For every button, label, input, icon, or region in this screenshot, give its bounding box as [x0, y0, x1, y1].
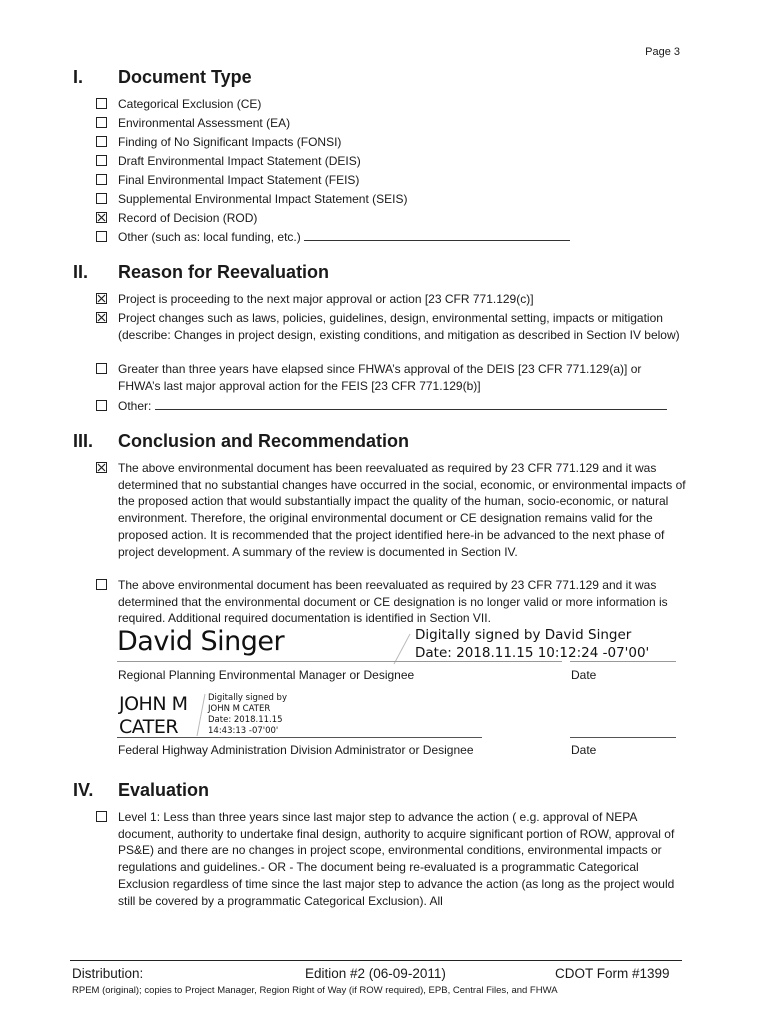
other-blank-line[interactable]: [155, 398, 667, 410]
section-numeral: IV.: [73, 780, 94, 800]
checkbox[interactable]: [96, 117, 107, 128]
section-title: Evaluation: [118, 780, 210, 800]
signer-role: Regional Planning Environmental Manager or Designee: [118, 668, 415, 682]
date-label: Date: [571, 668, 597, 682]
digital-signature-label: Digitally signed by David Singer: [415, 627, 632, 643]
date-line: [570, 737, 676, 738]
checkbox-row: The above environmental document has been reevaluated as required by 23 CFR 771.129 and it was determined that the environmental document or CE designation is no longer valid or more information is required. Additional required documentation is identified in Section VII.: [96, 577, 686, 627]
signature-name-line2: CATER: [119, 716, 179, 738]
section-title: Document Type: [118, 67, 252, 87]
page-number: Page 3: [645, 46, 680, 58]
checkbox-row: Project changes such as laws, policies, guidelines, design, environmental setting, impacts or mitigation (describe: Changes in project design, existing conditions, and mitigation as described in Section IV below): [96, 310, 686, 343]
x-mark-icon: [97, 213, 106, 222]
footer-divider: [70, 960, 682, 961]
section-numeral: II.: [73, 262, 89, 282]
digital-signature-meta-2: JOHN M CATER: [208, 704, 271, 714]
checkbox[interactable]: [96, 400, 107, 411]
checkbox-row: Categorical Exclusion (CE): [96, 96, 686, 113]
checkbox-row: Environmental Assessment (EA): [96, 115, 686, 132]
checkbox[interactable]: [96, 363, 107, 374]
checkbox[interactable]: [96, 98, 107, 109]
checkbox-checked[interactable]: [96, 312, 107, 323]
date-line: [570, 661, 676, 662]
digital-signature-meta-3: Date: 2018.11.15: [208, 715, 283, 725]
edition-label: Edition #2 (06-09-2011): [305, 966, 446, 981]
checkbox[interactable]: [96, 231, 107, 242]
digital-signature-meta-1: Digitally signed by: [208, 693, 287, 703]
distribution-copies: RPEM (original); copies to Project Manager, Region Right of Way (if ROW required), EPB, Central Files, and FHWA: [72, 985, 558, 996]
x-mark-icon: [97, 463, 106, 472]
digital-signature-meta-4: 14:43:13 -07'00': [208, 726, 279, 736]
checkbox-row: Finding of No Significant Impacts (FONSI): [96, 134, 686, 151]
checkbox-row: Greater than three years have elapsed since FHWA’s approval of the DEIS [23 CFR 771.129(a)] or FHWA’s last major approval action for the FEIS [23 CFR 771.129(b)]: [96, 361, 686, 394]
checkbox-checked[interactable]: [96, 212, 107, 223]
checkbox-row: The above environmental document has been reevaluated as required by 23 CFR 771.129 and it was determined that no substantial changes have occurred in the social, economic, or environmental impacts of the proposed action that would substantially impact the quality of the human, socio-economic, or natural environment. Therefore, the original environmental document or CE designation remains valid for the proposed action. It is recommended that the project identified here-in be advanced to the next phase of project development. A summary of the review is documented in Section IV.: [96, 460, 686, 560]
checkbox-row: Other (such as: local funding, etc.): [96, 229, 686, 246]
signature-name-line1: JOHN M: [119, 693, 188, 715]
signature-line: [117, 737, 482, 738]
x-mark-icon: [97, 313, 106, 322]
signature-divider-icon: [196, 693, 206, 737]
section-numeral: I.: [73, 67, 84, 87]
checkbox[interactable]: [96, 136, 107, 147]
section-title: Reason for Reevaluation: [118, 262, 330, 282]
checkbox-checked[interactable]: [96, 462, 107, 473]
checkbox-row: Record of Decision (ROD): [96, 210, 686, 227]
checkbox[interactable]: [96, 174, 107, 185]
signature-line: [117, 661, 562, 662]
checkbox-checked[interactable]: [96, 293, 107, 304]
x-mark-icon: [97, 294, 106, 303]
signature-name: David Singer: [117, 626, 285, 657]
section-title: Conclusion and Recommendation: [118, 431, 410, 451]
signer-role: Federal Highway Administration Division Administrator or Designee: [118, 743, 474, 757]
checkbox-row: Draft Environmental Impact Statement (DEIS): [96, 153, 686, 170]
checkbox-row: Supplemental Environmental Impact Statement (SEIS): [96, 191, 686, 208]
checkbox-row: Final Environmental Impact Statement (FEIS): [96, 172, 686, 189]
checkbox[interactable]: [96, 579, 107, 590]
checkbox[interactable]: [96, 811, 107, 822]
checkbox-row: Level 1: Less than three years since last major step to advance the action ( e.g. approval of NEPA document, authority to undertake final design, authority to acquire significant portion of ROW, approval of PS&E) and there are no changes in project scope, environmental conditions, environmental impacts or regulations and guidelines.- OR - The document being re-evaluated is a programmatic Categorical Exclusion regardless of time since the last major step to advance the action (as long as the project would still be covered by a programmatic Categorical Exclusion). All: [96, 809, 686, 909]
form-number: CDOT Form #1399: [555, 966, 670, 981]
other-blank-line[interactable]: [304, 229, 570, 241]
section-numeral: III.: [73, 431, 94, 451]
distribution-label: Distribution:: [72, 966, 144, 981]
checkbox[interactable]: [96, 155, 107, 166]
checkbox-row: Project is proceeding to the next major approval or action [23 CFR 771.129(c)]: [96, 291, 686, 308]
digital-signature-date: Date: 2018.11.15 10:12:24 -07'00': [415, 645, 650, 661]
checkbox-row: Other:: [96, 398, 686, 415]
date-label: Date: [571, 743, 597, 757]
checkbox[interactable]: [96, 193, 107, 204]
